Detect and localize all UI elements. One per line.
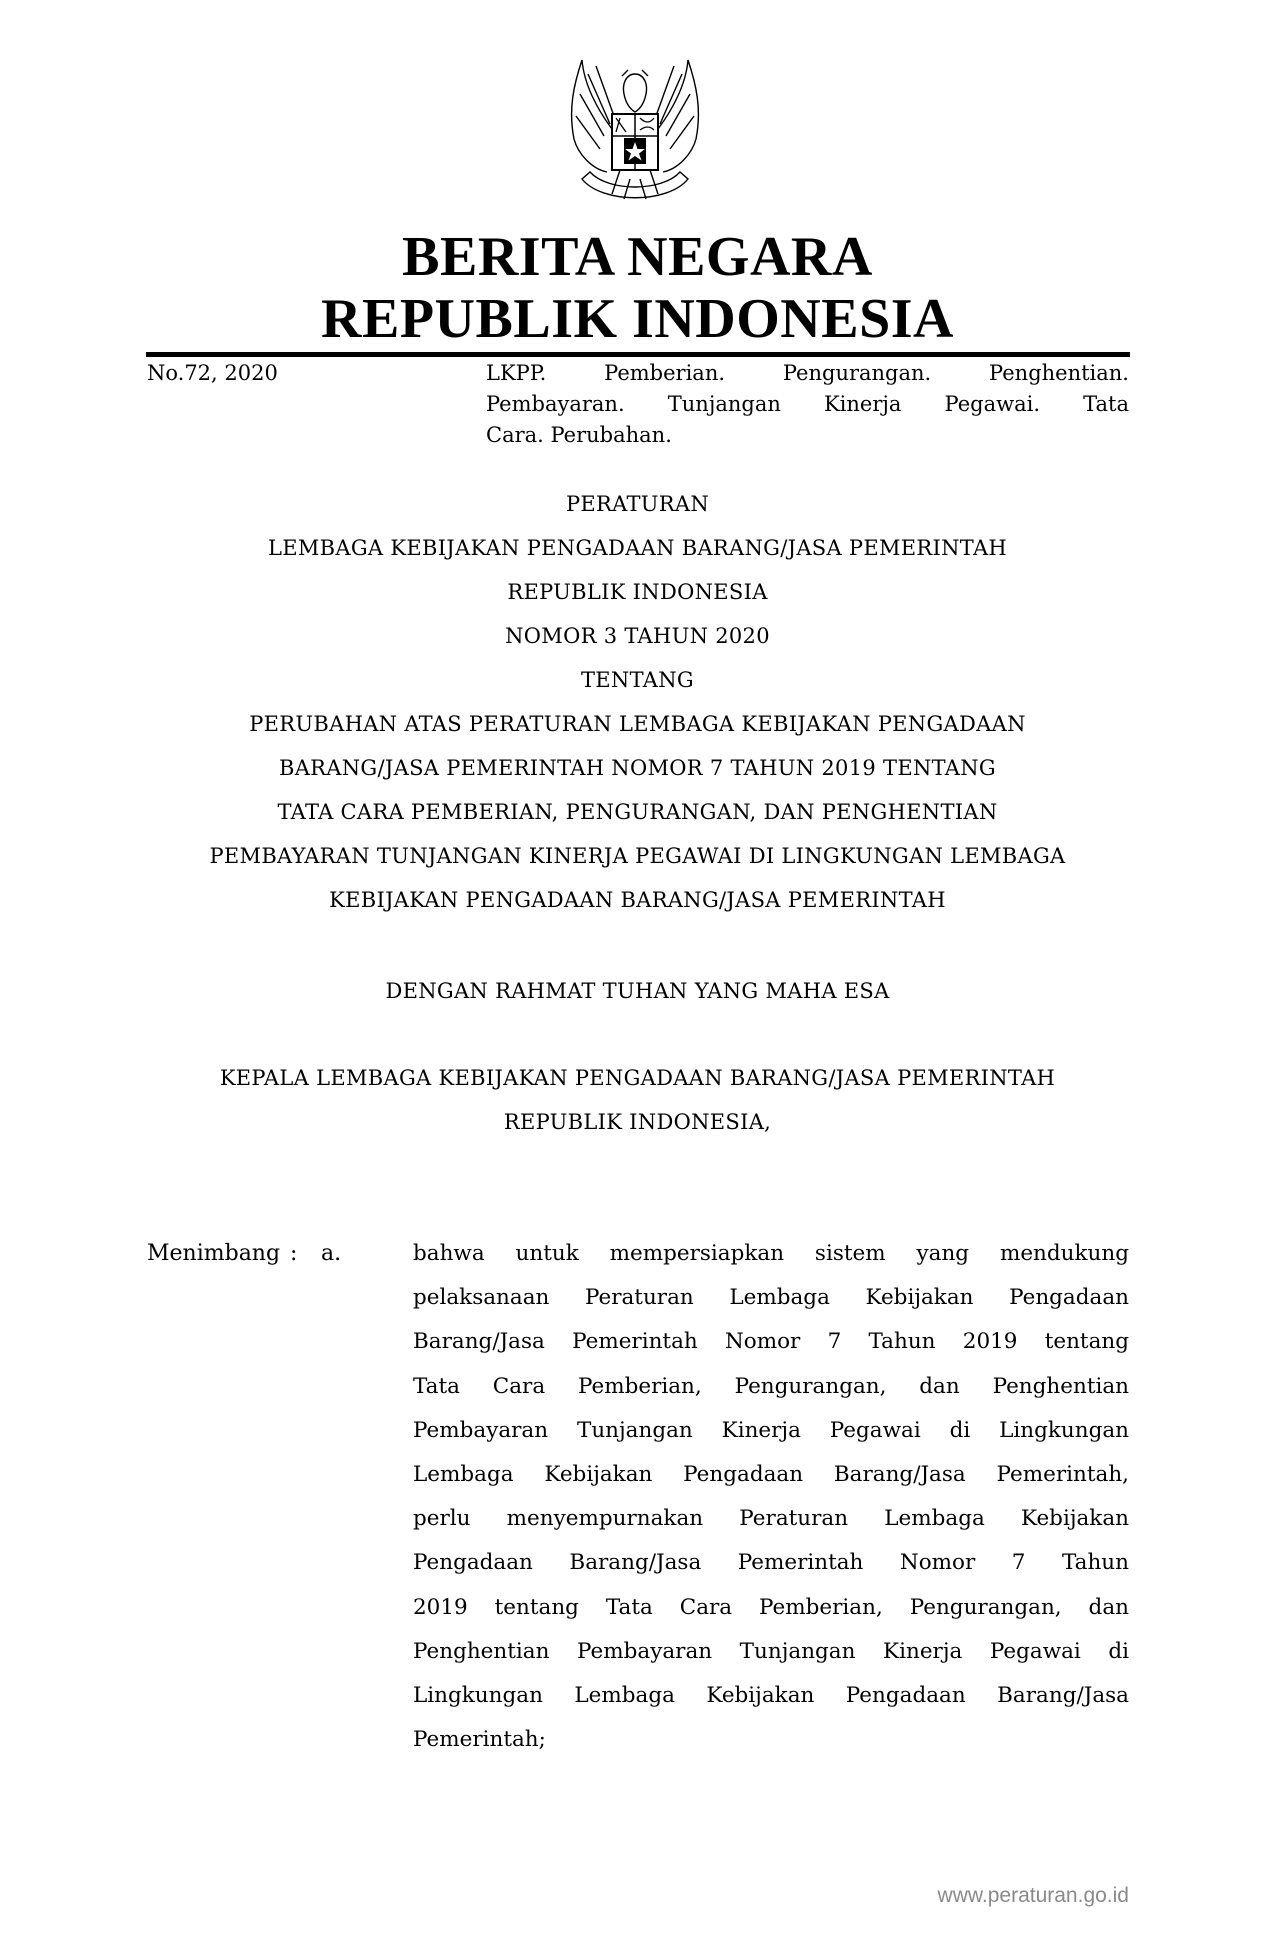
considering-line: Barang/Jasa Pemerintah Nomor 7 Tahun 2019 tentang [413,1329,1129,1355]
considering-line: pelaksanaan Peraturan Lembaga Kebijakan Pengadaan [413,1285,1129,1311]
considering-line: Pemerintah; [413,1727,546,1753]
considering-label: Menimbang [147,1241,281,1266]
considering-colon: : [290,1241,298,1266]
authority [120,1056,1155,1144]
regulation-title-line: REPUBLIK INDONESIA [507,580,768,604]
topic-line: Cara. Perubahan. [486,423,672,447]
considering-line: Tata Cara Pemberian, Pengurangan, dan Penghentian [413,1373,1129,1399]
considering-line: Penghentian Pembayaran Tunjangan Kinerja Pegawai di [413,1638,1129,1664]
considering-line: Lingkungan Lembaga Kebijakan Pengadaan Barang/Jasa [413,1683,1129,1709]
garuda-emblem-icon [552,54,718,214]
gazette-number: No.72, 2020 [147,361,278,385]
considering-line: perlu menyempurnakan Peraturan Lembaga Kebijakan [413,1506,1129,1532]
considering-line: Pengadaan Barang/Jasa Pemerintah Nomor 7 Tahun [413,1550,1129,1576]
regulation-title-line: TENTANG [581,668,694,692]
invocation-text: DENGAN RAHMAT TUHAN YANG MAHA ESA [385,979,890,1003]
masthead-title-line1: BERITA NEGARA [402,226,873,288]
regulation-title-line: PERATURAN [565,492,710,516]
considering-line: Pembayaran Tunjangan Kinerja Pegawai di Lingkungan [413,1417,1129,1443]
footer-url: www.peraturan.go.id [937,1884,1129,1907]
considering-text [413,1232,1129,1762]
regulation-title-line: BARANG/JASA PEMERINTAH NOMOR 7 TAHUN 2019 TENTANG [278,756,997,780]
considering-line: Lembaga Kebijakan Pengadaan Barang/Jasa Pemerintah, [413,1462,1129,1488]
masthead-title-line2: REPUBLIK INDONESIA [321,288,954,350]
regulation-title-line: LEMBAGA KEBIJAKAN PENGADAAN BARANG/JASA PEMERINTAH [267,536,1008,560]
regulation-title-line: PEMBAYARAN TUNJANGAN KINERJA PEGAWAI DI LINGKUNGAN LEMBAGA [209,844,1066,868]
gazette-topic [486,358,1129,451]
authority-line: KEPALA LEMBAGA KEBIJAKAN PENGADAAN BARANG/JASA PEMERINTAH [219,1066,1056,1090]
regulation-title [120,482,1155,922]
considering-item-marker: a. [321,1241,342,1266]
masthead-rule [146,352,1130,357]
invocation [120,969,1155,1013]
topic-line: LKPP. Pemberian. Pengurangan. Penghentian. [486,361,1129,385]
regulation-title-line: TATA CARA PEMBERIAN, PENGURANGAN, DAN PENGHENTIAN [277,800,998,824]
authority-line: REPUBLIK INDONESIA, [503,1110,772,1134]
considering-line: bahwa untuk mempersiapkan sistem yang mendukung [413,1241,1129,1266]
considering-line: 2019 tentang Tata Cara Pemberian, Pengurangan, dan [413,1594,1129,1620]
regulation-title-line: PERUBAHAN ATAS PERATURAN LEMBAGA KEBIJAKAN PENGADAAN [249,712,1026,736]
topic-line: Pembayaran. Tunjangan Kinerja Pegawai. Tata [486,392,1129,416]
regulation-title-line: KEBIJAKAN PENGADAAN BARANG/JASA PEMERINTAH [329,888,946,912]
regulation-title-line: NOMOR 3 TAHUN 2020 [505,624,770,648]
